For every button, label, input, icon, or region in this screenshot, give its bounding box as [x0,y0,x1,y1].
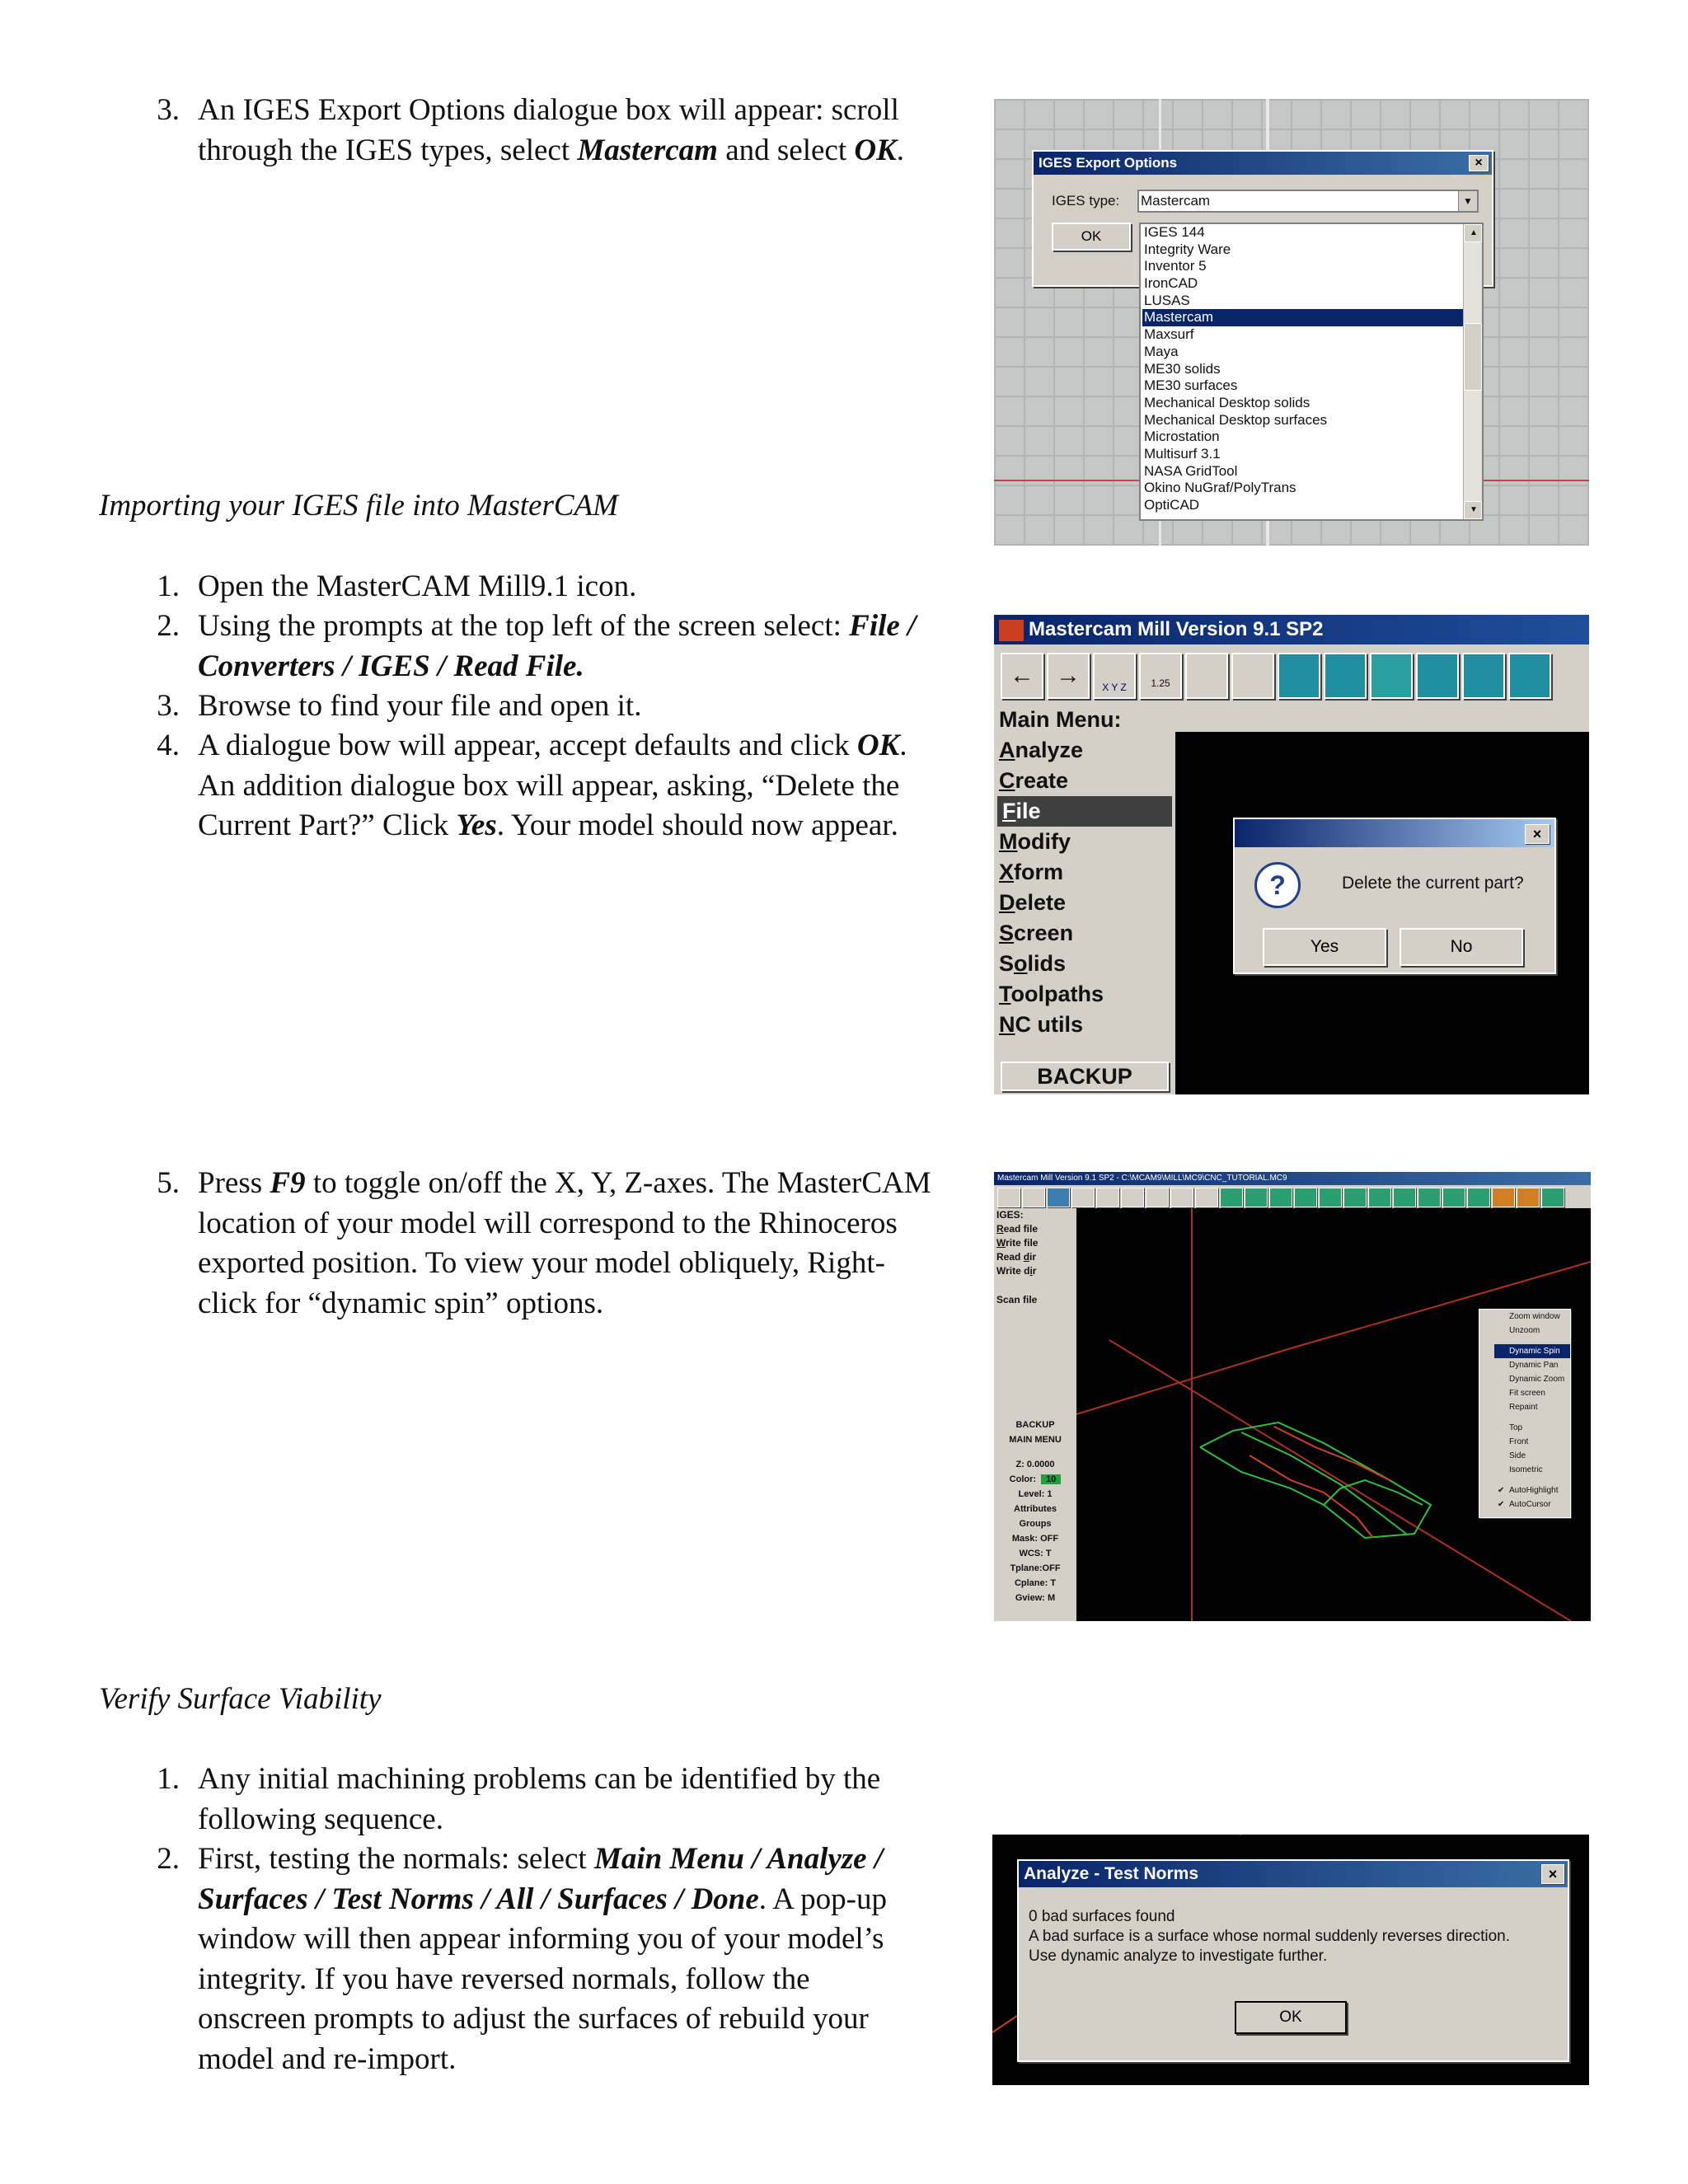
tool-icon[interactable] [1324,653,1367,699]
status-item[interactable]: WCS: T [1019,1549,1052,1558]
surface-icon[interactable] [1370,653,1413,699]
status-item[interactable]: Cplane: T [1014,1578,1057,1588]
side-menu-list [994,1222,1076,1278]
list-option[interactable]: Maxsurf [1144,326,1194,343]
main-menu [994,732,1175,1094]
list-item-text [198,1164,973,1324]
list-option[interactable]: Mechanical Desktop surfaces [1144,411,1328,428]
menu-header: IGES: [996,1209,1024,1221]
list-item-text [198,91,973,171]
chevron-down-icon[interactable]: ▼ [1458,191,1477,211]
text-line: Any initial machining problems can be identified by the [198,1762,881,1796]
context-menu-item[interactable]: Top [1509,1423,1523,1432]
scroll-down-icon[interactable]: ▼ [1464,501,1482,519]
text-line: Using the prompts at the top left of the screen select: File / [198,609,917,643]
wall-icon[interactable] [1278,653,1320,699]
list-item-text: Open the MasterCAM Mill9.1 icon. [198,569,637,603]
test-norms-dialog [1017,1859,1569,2062]
menu-item[interactable]: Xform [999,860,1064,884]
status-item[interactable]: Level: 1 [1018,1489,1053,1499]
list-number: 1. [157,569,180,603]
list-number: 4. [157,729,180,762]
close-icon[interactable]: × [1541,1864,1564,1884]
menu-item[interactable]: NC utils [999,1012,1084,1037]
toolbar-button-icon[interactable] [1245,1188,1268,1207]
no-button[interactable]: No [1400,928,1523,966]
menu-item[interactable]: Screen [999,921,1074,945]
text-line: through the IGES types, select Mastercam and select OK. [198,133,905,167]
ok-button[interactable]: OK [1235,2001,1347,2034]
dialog-message [1029,1907,1510,1966]
list-item-text [198,726,973,846]
window-title: Mastercam Mill Version 9.1 SP2 - C:\MCAM9\MILL\MC9\CNC_TUTORIAL.MC9 [994,1172,1591,1185]
model-curve [1274,1427,1390,1480]
delete-part-dialog [1233,818,1556,974]
status-item[interactable]: Mask: OFF [1011,1534,1059,1544]
mastercam-main-screenshot [994,615,1589,1094]
list-option[interactable]: LUSAS [1144,292,1190,308]
text-line: exported position. To view your model obliquely, Right- [198,1246,885,1280]
toolbar-button-icon[interactable] [1418,1188,1441,1207]
toolbar-button-icon[interactable] [1195,1188,1218,1207]
toolbar-button-icon[interactable] [1343,1188,1367,1207]
x-axis [1076,1348,1291,1414]
toolbar-button-icon[interactable] [1047,1188,1070,1207]
close-icon[interactable]: × [1525,824,1550,844]
toolbar [994,644,1589,707]
list-option[interactable]: IGES 144 [1144,224,1205,240]
color-swatch: 10 [1041,1474,1061,1484]
status-panel [994,1418,1076,1605]
checkmark-icon: ✔ [1498,1500,1505,1509]
dialog-title: IGES Export Options × [1034,152,1492,175]
context-menu-item[interactable]: Unzoom [1509,1326,1540,1335]
text-line: click for “dynamic spin” options. [198,1286,604,1320]
backup-button[interactable]: BACKUP [1001,1062,1169,1091]
list-option[interactable]: NASA GridTool [1144,462,1238,479]
status-item[interactable]: MAIN MENU [1009,1435,1062,1445]
text-line: window will then appear informing you of your model’s [198,1922,884,1956]
text-line: Surfaces / Test Norms / All / Surfaces / Done. A pop-up [198,1882,888,1916]
menu-item[interactable]: Delete [999,890,1067,915]
list-option[interactable]: ME30 solids [1144,360,1221,377]
list-number: 3. [157,689,180,723]
menu-list [994,732,1175,1040]
scrollbar[interactable] [1463,224,1482,519]
text-line: following sequence. [198,1802,443,1836]
list-item-text [198,1840,973,2079]
toolbar-button-icon[interactable] [1393,1188,1416,1207]
emphasis: Mastercam [577,133,718,167]
text-line: First, testing the normals: select Main Menu / Analyze / [198,1842,884,1876]
status-item[interactable]: Color: 10 [994,1472,1076,1487]
ok-button[interactable]: OK [1052,223,1131,251]
list-option[interactable]: Multisurf 3.1 [1144,445,1221,462]
toolbar [994,1185,1591,1208]
list-option[interactable]: Okino NuGraf/PolyTrans [1144,480,1296,496]
context-menu-item[interactable]: Dynamic Spin [1494,1344,1570,1358]
section-heading: Verify Surface Viability [99,1682,382,1716]
toolbar-button-icon[interactable] [1319,1188,1342,1207]
menu-item[interactable]: Read file [996,1223,1039,1235]
context-menu-item[interactable]: Dynamic Zoom [1509,1375,1565,1384]
text-line: Converters / IGES / Read File. [198,649,584,683]
checkmark-icon: ✔ [1498,1486,1505,1495]
list-item-text [198,1760,973,1840]
iges-export-screenshot [994,99,1589,546]
text-line: Current Part?” Click Yes. Your model should now appear. [198,808,898,842]
view-icon[interactable] [1508,653,1551,699]
question-icon: ? [1254,862,1301,908]
context-menu-item[interactable]: Side [1509,1451,1526,1460]
list-option[interactable]: Inventor 5 [1144,258,1207,274]
iges-type-label: IGES type: [1052,193,1120,209]
message-line: 0 bad surfaces found [1029,1908,1175,1925]
toolbar-button-icon[interactable] [1071,1188,1095,1207]
status-item[interactable]: Groups [1019,1519,1052,1529]
text-line: An IGES Export Options dialogue box will appear: scroll [198,93,899,127]
text-line: model and re-import. [198,2041,457,2076]
menu-item[interactable]: Scan file [996,1294,1038,1305]
toolbar-button-icon[interactable] [1146,1188,1169,1207]
list-number: 3. [157,93,180,127]
toolbar-button-icon[interactable] [1022,1188,1045,1207]
iges-type-select[interactable]: Mastercam ▼ [1137,190,1479,213]
list-number: 2. [157,609,180,643]
toolbar-button-icon[interactable] [1467,1188,1490,1207]
list-number: 1. [157,1762,180,1796]
toolbar-button-icon[interactable] [1170,1188,1193,1207]
status-item[interactable]: Gview: M [1015,1593,1056,1603]
list-option[interactable]: Mastercam [1142,309,1465,326]
context-menu-item[interactable]: Front [1509,1437,1529,1446]
list-option[interactable]: Integrity Ware [1144,241,1231,257]
toolbar-button-icon[interactable] [1368,1188,1391,1207]
dialog-title: Analyze - Test Norms × [1019,1861,1568,1887]
mastercam-view-screenshot [994,1172,1591,1621]
list-options [1141,224,1482,513]
status-item[interactable]: BACKUP [1015,1420,1055,1430]
status-item[interactable]: Tplane:OFF [1010,1563,1061,1573]
status-item[interactable]: Z: 0.0000 [1015,1460,1055,1469]
context-menu-item[interactable]: ✔ AutoHighlight [1494,1483,1570,1497]
menu-item[interactable]: Toolpaths [999,982,1104,1006]
app-icon [999,620,1024,641]
text-line: An addition dialogue box will appear, asking, “Delete the [198,768,900,803]
list-option[interactable]: IronCAD [1144,275,1198,292]
list-option[interactable]: Mechanical Desktop solids [1144,394,1311,410]
toolbar-button-icon[interactable] [1541,1188,1564,1207]
context-menu-item[interactable]: ✔ AutoCursor [1494,1497,1570,1511]
message-line: Use dynamic analyze to investigate further. [1029,1947,1328,1965]
menu-item[interactable]: File [997,796,1172,827]
grid-icon[interactable] [1231,653,1274,699]
menu-item[interactable]: Write dir [996,1265,1037,1277]
context-menu-item[interactable]: Dynamic Pan [1509,1361,1559,1370]
window-title: Mastercam Mill Version 9.1 SP2 [994,615,1589,644]
close-icon[interactable]: × [1469,155,1489,171]
toolbar-button-icon[interactable] [1492,1188,1515,1207]
dimension-icon[interactable]: 1.25 [1139,653,1182,699]
toolbar-button-icon[interactable] [1121,1188,1144,1207]
text-line: A dialogue bow will appear, accept defaults and click OK. [198,729,907,762]
context-menu-item[interactable]: Zoom window [1509,1312,1560,1321]
section-heading: Importing your IGES file into MasterCAM [99,489,618,523]
menu-item[interactable]: Write file [996,1237,1039,1249]
list-item-text [198,607,1006,687]
emphasis: OK [854,133,897,167]
menu-item[interactable]: Analyze [999,738,1084,762]
drawing-icon[interactable] [1185,653,1228,699]
menu-item[interactable]: Modify [999,829,1071,854]
scroll-up-icon[interactable]: ▲ [1464,224,1482,242]
context-menu-item[interactable]: Fit screen [1509,1389,1545,1398]
model-curve [1200,1422,1431,1538]
model-curve [1241,1432,1406,1534]
toolbar-button-icon[interactable] [1294,1188,1317,1207]
forward-arrow-icon[interactable]: → [1047,653,1090,699]
toolbar-button-icon[interactable] [997,1188,1020,1207]
iges-type-list[interactable] [1139,223,1484,521]
toolbar-button-icon[interactable] [1269,1188,1292,1207]
plane-icon[interactable] [1416,653,1459,699]
dialog-titlebar [1235,819,1554,847]
menu-header: Main Menu: [994,707,1589,732]
menu-item[interactable]: Create [999,768,1069,793]
menu-item[interactable]: Solids [999,951,1067,976]
status-item[interactable]: Attributes [1014,1504,1057,1514]
dialog-message: Delete the current part? [1342,874,1524,893]
toolbar-button-icon[interactable] [1220,1188,1243,1207]
xyz-icon[interactable]: X Y Z [1093,653,1136,699]
back-arrow-icon[interactable]: ← [1001,653,1043,699]
context-menu-list [1479,1310,1570,1509]
text-line: Press F9 to toggle on/off the X, Y, Z-axes. The MasterCAM [198,1166,931,1200]
list-option[interactable]: OptiCAD [1144,497,1200,513]
list-number: 5. [157,1166,180,1200]
text-line: location of your model will correspond to the Rhinoceros [198,1206,898,1240]
list-item-text: Browse to find your file and open it. [198,689,642,723]
context-menu-item[interactable]: Isometric [1509,1465,1543,1474]
text-line: onscreen prompts to adjust the surfaces of rebuild your [198,2002,869,2036]
list-option[interactable]: ME30 surfaces [1144,377,1238,394]
toolbar-button-icon[interactable] [1517,1188,1540,1207]
message-line: A bad surface is a surface whose normal suddenly reverses direction. [1029,1928,1511,1945]
toolbar-button-icon[interactable] [1096,1188,1119,1207]
solid-icon[interactable] [1462,653,1505,699]
test-norms-screenshot [992,1835,1589,2085]
toolbar-button-icon[interactable] [1442,1188,1465,1207]
list-number: 2. [157,1842,180,1876]
list-option[interactable]: Maya [1144,343,1179,359]
context-menu-item[interactable]: Repaint [1509,1403,1538,1412]
menu-item[interactable]: Read dir [996,1251,1037,1263]
scroll-thumb[interactable] [1464,323,1482,391]
context-menu [1479,1309,1571,1518]
yes-button[interactable]: Yes [1263,928,1386,966]
text-line: integrity. If you have reversed normals, follow the [198,1961,810,1996]
side-menu [994,1208,1076,1621]
list-option[interactable]: Microstation [1144,429,1220,445]
